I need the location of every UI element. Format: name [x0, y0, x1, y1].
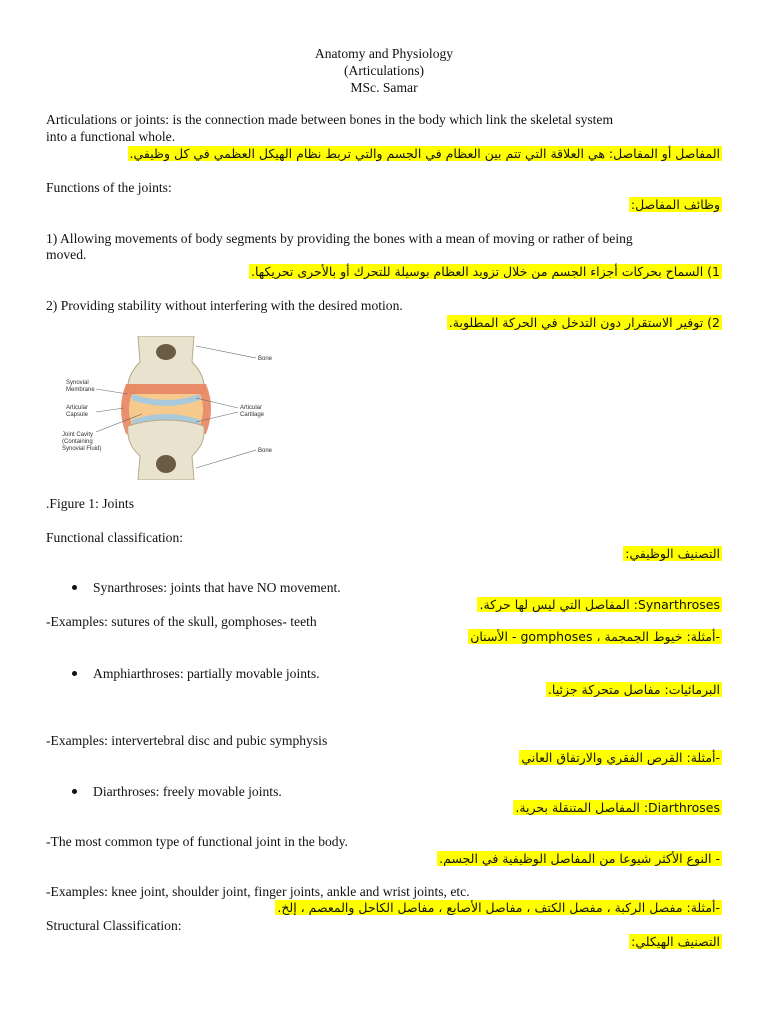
amphiarthroses-examples-arabic-text: -أمثلة: القرص الفقري والارتفاق العاني: [521, 750, 720, 765]
common-type-arabic-text: - النوع الأكثر شيوعا من المفاصل الوظيفية في الجسم.: [439, 851, 720, 866]
synarthroses-item: Synarthroses: joints that have NO movement.: [93, 580, 341, 595]
diarthroses-item: Diarthroses: freely movable joints.: [93, 784, 282, 799]
amphiarthroses-examples: -Examples: intervertebral disc and pubic symphysis: [46, 733, 328, 748]
functions-heading-arabic-text: وظائف المفاصل:: [630, 197, 720, 212]
functional-heading-arabic-text: التصنيف الوظيفي:: [625, 546, 720, 561]
bullet-amphiarthroses: [72, 671, 77, 676]
synarthroses-arabic-text: Synarthroses: المفاصل التي ليس لها حركة.: [479, 597, 720, 612]
structural-heading-arabic: [629, 933, 722, 951]
label-cartilage-2: Cartilage: [240, 412, 265, 418]
document-author: MSc. Samar: [350, 80, 418, 95]
intro-line-2: into a functional whole.: [46, 129, 176, 144]
common-type-arabic: [437, 850, 722, 868]
synarthroses-arabic: [477, 596, 722, 614]
function-item-2-arabic: [447, 314, 722, 332]
label-synovial-2: Membrane: [66, 387, 95, 393]
function-item-2-arabic-text: 2) توفير الاستقرار دون التدخل في الحركة المطلوبة.: [448, 315, 720, 330]
synarthroses-examples-arabic-text: -أمثلة: خيوط الجمجمة ، gomphoses - الأسنان: [470, 629, 720, 644]
functions-heading: Functions of the joints:: [46, 180, 172, 195]
lower-marrow-cavity: [156, 455, 176, 473]
label-capsule-2: Capsule: [66, 412, 89, 418]
intro-arabic-text: المفاصل أو المفاصل: هي العلاقة التي تتم بين العظام في الجسم والتي تربط نظام الهيكل العظمي في كل وظيفي.: [129, 146, 720, 161]
figure-caption: .Figure 1: Joints: [46, 496, 134, 511]
amphiarthroses-examples-arabic: [519, 749, 722, 767]
functional-heading-arabic: [623, 545, 722, 563]
function-item-1-arabic-text: 1) السماح بحركات أجزاء الجسم من خلال تزويد العظام بوسيلة للتحرك أو بالأحرى تحريكها.: [250, 264, 720, 279]
functional-heading: Functional classification:: [46, 530, 184, 545]
label-cartilage-1: Articular: [240, 405, 263, 411]
function-item-1-arabic: [249, 263, 722, 281]
diarthroses-arabic-text: Diarthroses: المفاصل المتنقلة بحرية.: [515, 800, 720, 815]
label-bone-top: Bone: [258, 356, 273, 362]
label-synovial-1: Synovial: [66, 380, 89, 386]
diarthroses-examples: -Examples: knee joint, shoulder joint, finger joints, ankle and wrist joints, etc.: [46, 884, 470, 899]
synarthroses-examples: -Examples: sutures of the skull, gomphoses- teeth: [46, 614, 317, 629]
document-subtitle: (Articulations): [343, 63, 425, 78]
document-title: Anatomy and Physiology: [314, 46, 454, 61]
label-cavity-1: Joint Cavity: [62, 432, 94, 438]
diarthroses-arabic: [513, 799, 722, 817]
synarthroses-examples-arabic: [468, 628, 722, 646]
amphiarthroses-item: Amphiarthroses: partially movable joints.: [93, 666, 320, 681]
bullet-synarthroses: [72, 585, 77, 590]
joint-diagram: [46, 336, 274, 480]
functions-heading-arabic: [629, 196, 722, 214]
label-cavity-3: Synovial Fluid): [62, 446, 102, 452]
amphiarthroses-arabic-text: البرمائيات: مفاصل متحركة جزئيا.: [547, 682, 720, 697]
function-item-2: 2) Providing stability without interfering with the desired motion.: [46, 298, 403, 313]
diarthroses-examples-arabic-text: -أمثلة: مفصل الركبة ، مفصل الكتف ، مفاصل الأصابع ، مفاصل الكاحل والمعصم ، إلخ.: [277, 900, 720, 915]
structural-heading: Structural Classification:: [46, 918, 182, 933]
upper-marrow-cavity: [156, 344, 176, 360]
bullet-diarthroses: [72, 789, 77, 794]
function-item-1-line-1: 1) Allowing movements of body segments by providing the bones with a mean of moving or rather of being: [46, 231, 633, 246]
common-type-line: -The most common type of functional joint in the body.: [46, 834, 348, 849]
structural-heading-arabic-text: التصنيف الهيكلي:: [631, 934, 720, 949]
intro-arabic: [128, 145, 722, 163]
label-bone-bottom: Bone: [258, 448, 273, 454]
diarthroses-examples-arabic: [275, 899, 722, 917]
amphiarthroses-arabic: [546, 681, 722, 699]
intro-line-1: Articulations or joints: is the connection made between bones in the body which link the skeletal system: [46, 112, 614, 127]
label-capsule-1: Articular: [66, 405, 89, 411]
function-item-1-line-2: moved.: [46, 247, 87, 262]
label-cavity-2: (Containing: [62, 439, 93, 445]
